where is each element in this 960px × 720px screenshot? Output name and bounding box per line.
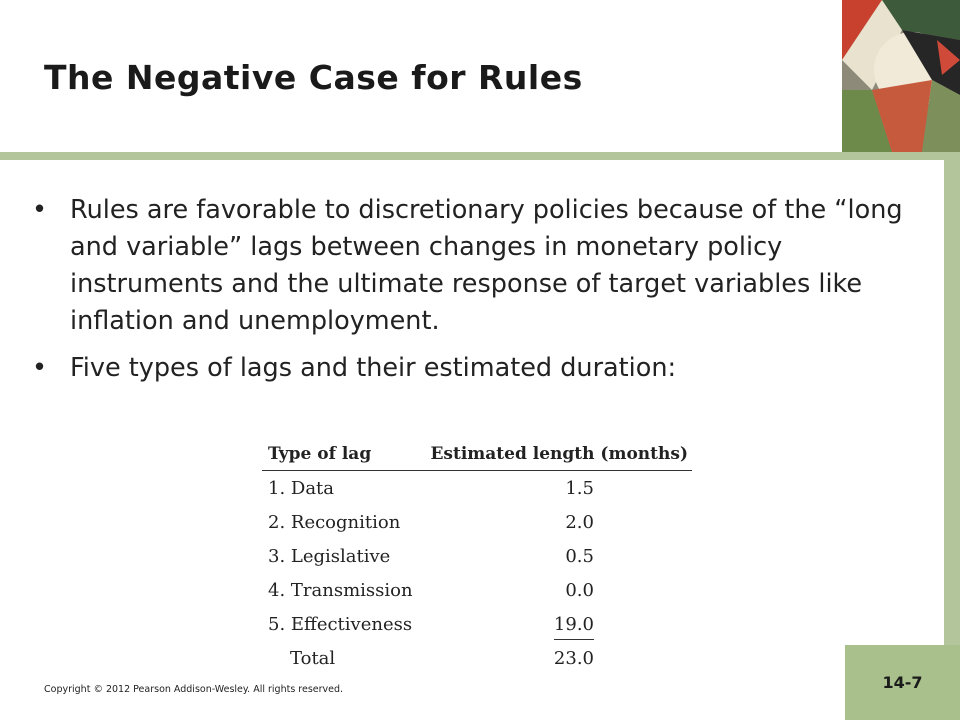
- lag-type-cell: 5. Effectiveness: [268, 613, 413, 635]
- bullet-list: [32, 192, 932, 397]
- bullet-item: [32, 350, 932, 387]
- bullet-text: Five types of lags and their estimated duration:: [70, 353, 677, 383]
- total-label-cell: Total: [290, 647, 336, 669]
- lag-length-cell: 0.5: [565, 545, 594, 567]
- total-value-cell: 23.0: [553, 647, 594, 669]
- lag-length-cell: 1.5: [565, 477, 594, 499]
- lag-length-cell: 2.0: [565, 511, 594, 533]
- bullet-marker: •: [32, 353, 48, 383]
- table-row: [262, 607, 692, 641]
- lag-length-cell: [421, 607, 692, 641]
- slide-number-box: [845, 645, 960, 720]
- header-estimated-length: Estimated length (months): [421, 440, 692, 471]
- table-total-row: [262, 641, 692, 675]
- bullet-text: Rules are favorable to discretionary policies because of the “long and variable” lags between changes in monetary policy instruments and the ultimate response of target variables like inflation and unemployment.: [70, 195, 903, 336]
- slide-title: The Negative Case for Rules: [44, 58, 583, 97]
- bullet-marker: •: [32, 195, 48, 225]
- frame-right-border: [944, 152, 960, 720]
- frame-top-border: [0, 152, 960, 160]
- lag-length-value: 19.0: [554, 614, 594, 640]
- copyright-notice: Copyright © 2012 Pearson Addison-Wesley. All rights reserved.: [44, 684, 344, 695]
- lag-duration-table: [262, 440, 692, 675]
- lag-type-cell: 4. Transmission: [268, 579, 413, 601]
- lag-type-cell: 3. Legislative: [268, 545, 391, 567]
- table-row: [262, 505, 692, 539]
- decorative-artwork: [842, 0, 960, 152]
- lag-length-cell: 0.0: [565, 579, 594, 601]
- table-row: [262, 539, 692, 573]
- header-type-of-lag: Type of lag: [262, 440, 421, 471]
- table-row: [262, 471, 692, 506]
- lag-type-cell: 1. Data: [268, 477, 335, 499]
- lag-type-cell: 2. Recognition: [268, 511, 401, 533]
- slide-number: 14-7: [882, 673, 923, 692]
- table-header-row: [262, 440, 692, 471]
- bullet-item: [32, 192, 932, 340]
- table-row: [262, 573, 692, 607]
